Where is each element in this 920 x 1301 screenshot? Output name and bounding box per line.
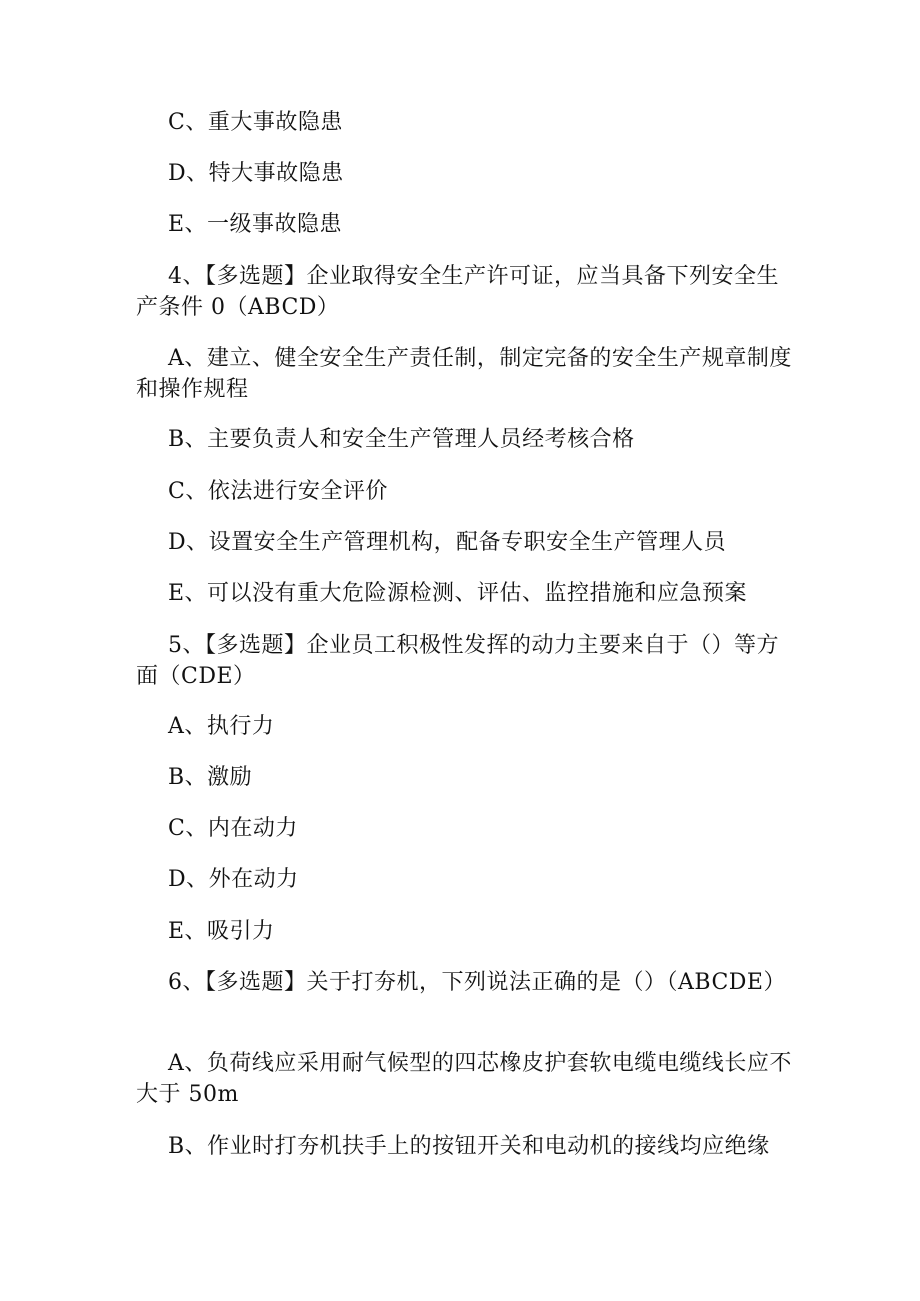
question-4: 4、【多选题】企业取得安全生产许可证，应当具备下列安全生产条件 0（ABCD）: [136, 264, 779, 320]
question-5-option-c: C、内在动力: [168, 816, 298, 841]
option-c-line: C、重大事故隐患: [168, 110, 343, 135]
question-5-option-d: D、外在动力: [168, 867, 299, 892]
question-4-option-b: B、主要负责人和安全生产管理人员经考核合格: [168, 427, 635, 452]
question-4-option-e: E、可以没有重大危险源检测、评估、监控措施和应急预案: [168, 581, 748, 606]
question-5-option-a: A、执行力: [168, 714, 275, 739]
question-6-option-b: B、作业时打夯机扶手上的按钮开关和电动机的接线均应绝缘: [168, 1134, 770, 1159]
option-d-line: D、特大事故隐患: [168, 161, 344, 186]
question-4-option-d: D、设置安全生产管理机构，配备专职安全生产管理人员: [168, 530, 727, 555]
question-5-option-b: B、激励: [168, 765, 253, 790]
option-e-line: E、一级事故隐患: [168, 212, 343, 237]
question-5-option-e: E、吸引力: [168, 919, 275, 944]
question-4-option-c: C、依法进行安全评价: [168, 479, 388, 504]
question-5: 5、【多选题】企业员工积极性发挥的动力主要来自于（）等方面（CDE）: [136, 633, 779, 689]
question-6: 6、【多选题】关于打夯机，下列说法正确的是（）（ABCDE）: [168, 970, 786, 995]
question-6-option-a: A、负荷线应采用耐气候型的四芯橡皮护套软电缆电缆线长应不大于 50m: [136, 1051, 792, 1107]
question-4-option-a: A、建立、健全安全生产责任制，制定完备的安全生产规章制度和操作规程: [136, 346, 792, 402]
